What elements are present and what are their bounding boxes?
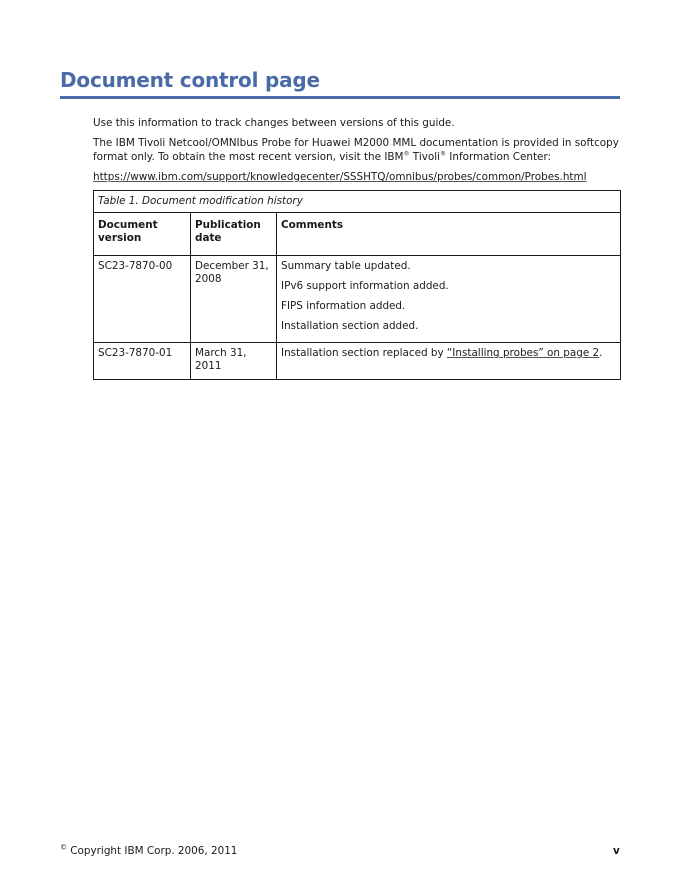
copyright-text: Copyright IBM Corp. 2006, 2011	[67, 845, 238, 857]
row-2-version: SC23-7870-01	[94, 343, 191, 380]
intro-paragraph-1: Use this information to track changes between versions of this guide.	[93, 117, 455, 129]
comment-line: Installation section added.	[281, 320, 419, 332]
installing-probes-link[interactable]: “Installing probes” on page 2	[446, 347, 600, 359]
header-publication-date: Publication date	[191, 213, 277, 256]
row-2-comment-suffix: .	[599, 347, 603, 359]
document-modification-history-table	[93, 190, 621, 380]
info-center-link[interactable]: https://www.ibm.com/support/knowledgecenter/SSSHTQ/omnibus/probes/common/Probes.html	[93, 171, 587, 183]
table-caption-row	[94, 191, 621, 213]
title-underline	[60, 96, 620, 99]
intro-info-center-text: Information Center:	[446, 151, 552, 163]
table-row	[94, 256, 621, 343]
row-2-comments	[277, 343, 621, 380]
registered-mark-ibm: ®	[403, 150, 410, 158]
table-row	[94, 343, 621, 380]
table-caption: Table 1. Document modification history	[94, 191, 621, 213]
table-header-row	[94, 213, 621, 256]
page-title: Document control page	[60, 68, 320, 92]
comment-line: FIPS information added.	[281, 300, 406, 312]
header-document-version: Document version	[94, 213, 191, 256]
comment-line: IPv6 support information added.	[281, 280, 449, 292]
page-number: v	[613, 845, 620, 857]
row-2-date: March 31, 2011	[191, 343, 277, 380]
comment-line: Summary table updated.	[281, 260, 411, 272]
row-2-comment-prefix: Installation section replaced by	[281, 347, 447, 359]
copyright-footer	[60, 845, 237, 857]
copyright-symbol: ©	[60, 843, 67, 852]
registered-mark-tivoli: ®	[440, 150, 446, 158]
row-1-comments	[277, 256, 621, 343]
intro-section	[93, 116, 620, 190]
intro-paragraph-2	[93, 136, 620, 164]
url-line	[93, 170, 620, 184]
row-1-date: December 31, 2008	[191, 256, 277, 343]
header-comments: Comments	[277, 213, 621, 256]
row-1-version: SC23-7870-00	[94, 256, 191, 343]
intro-tivoli-text: Tivoli	[409, 151, 440, 163]
intro-paragraph-2-text: The IBM Tivoli Netcool/OMNIbus Probe for Huawei M2000 MML documentation is provided in softcopy format only. To obtain the most recent version, visit the IBM	[93, 137, 619, 163]
